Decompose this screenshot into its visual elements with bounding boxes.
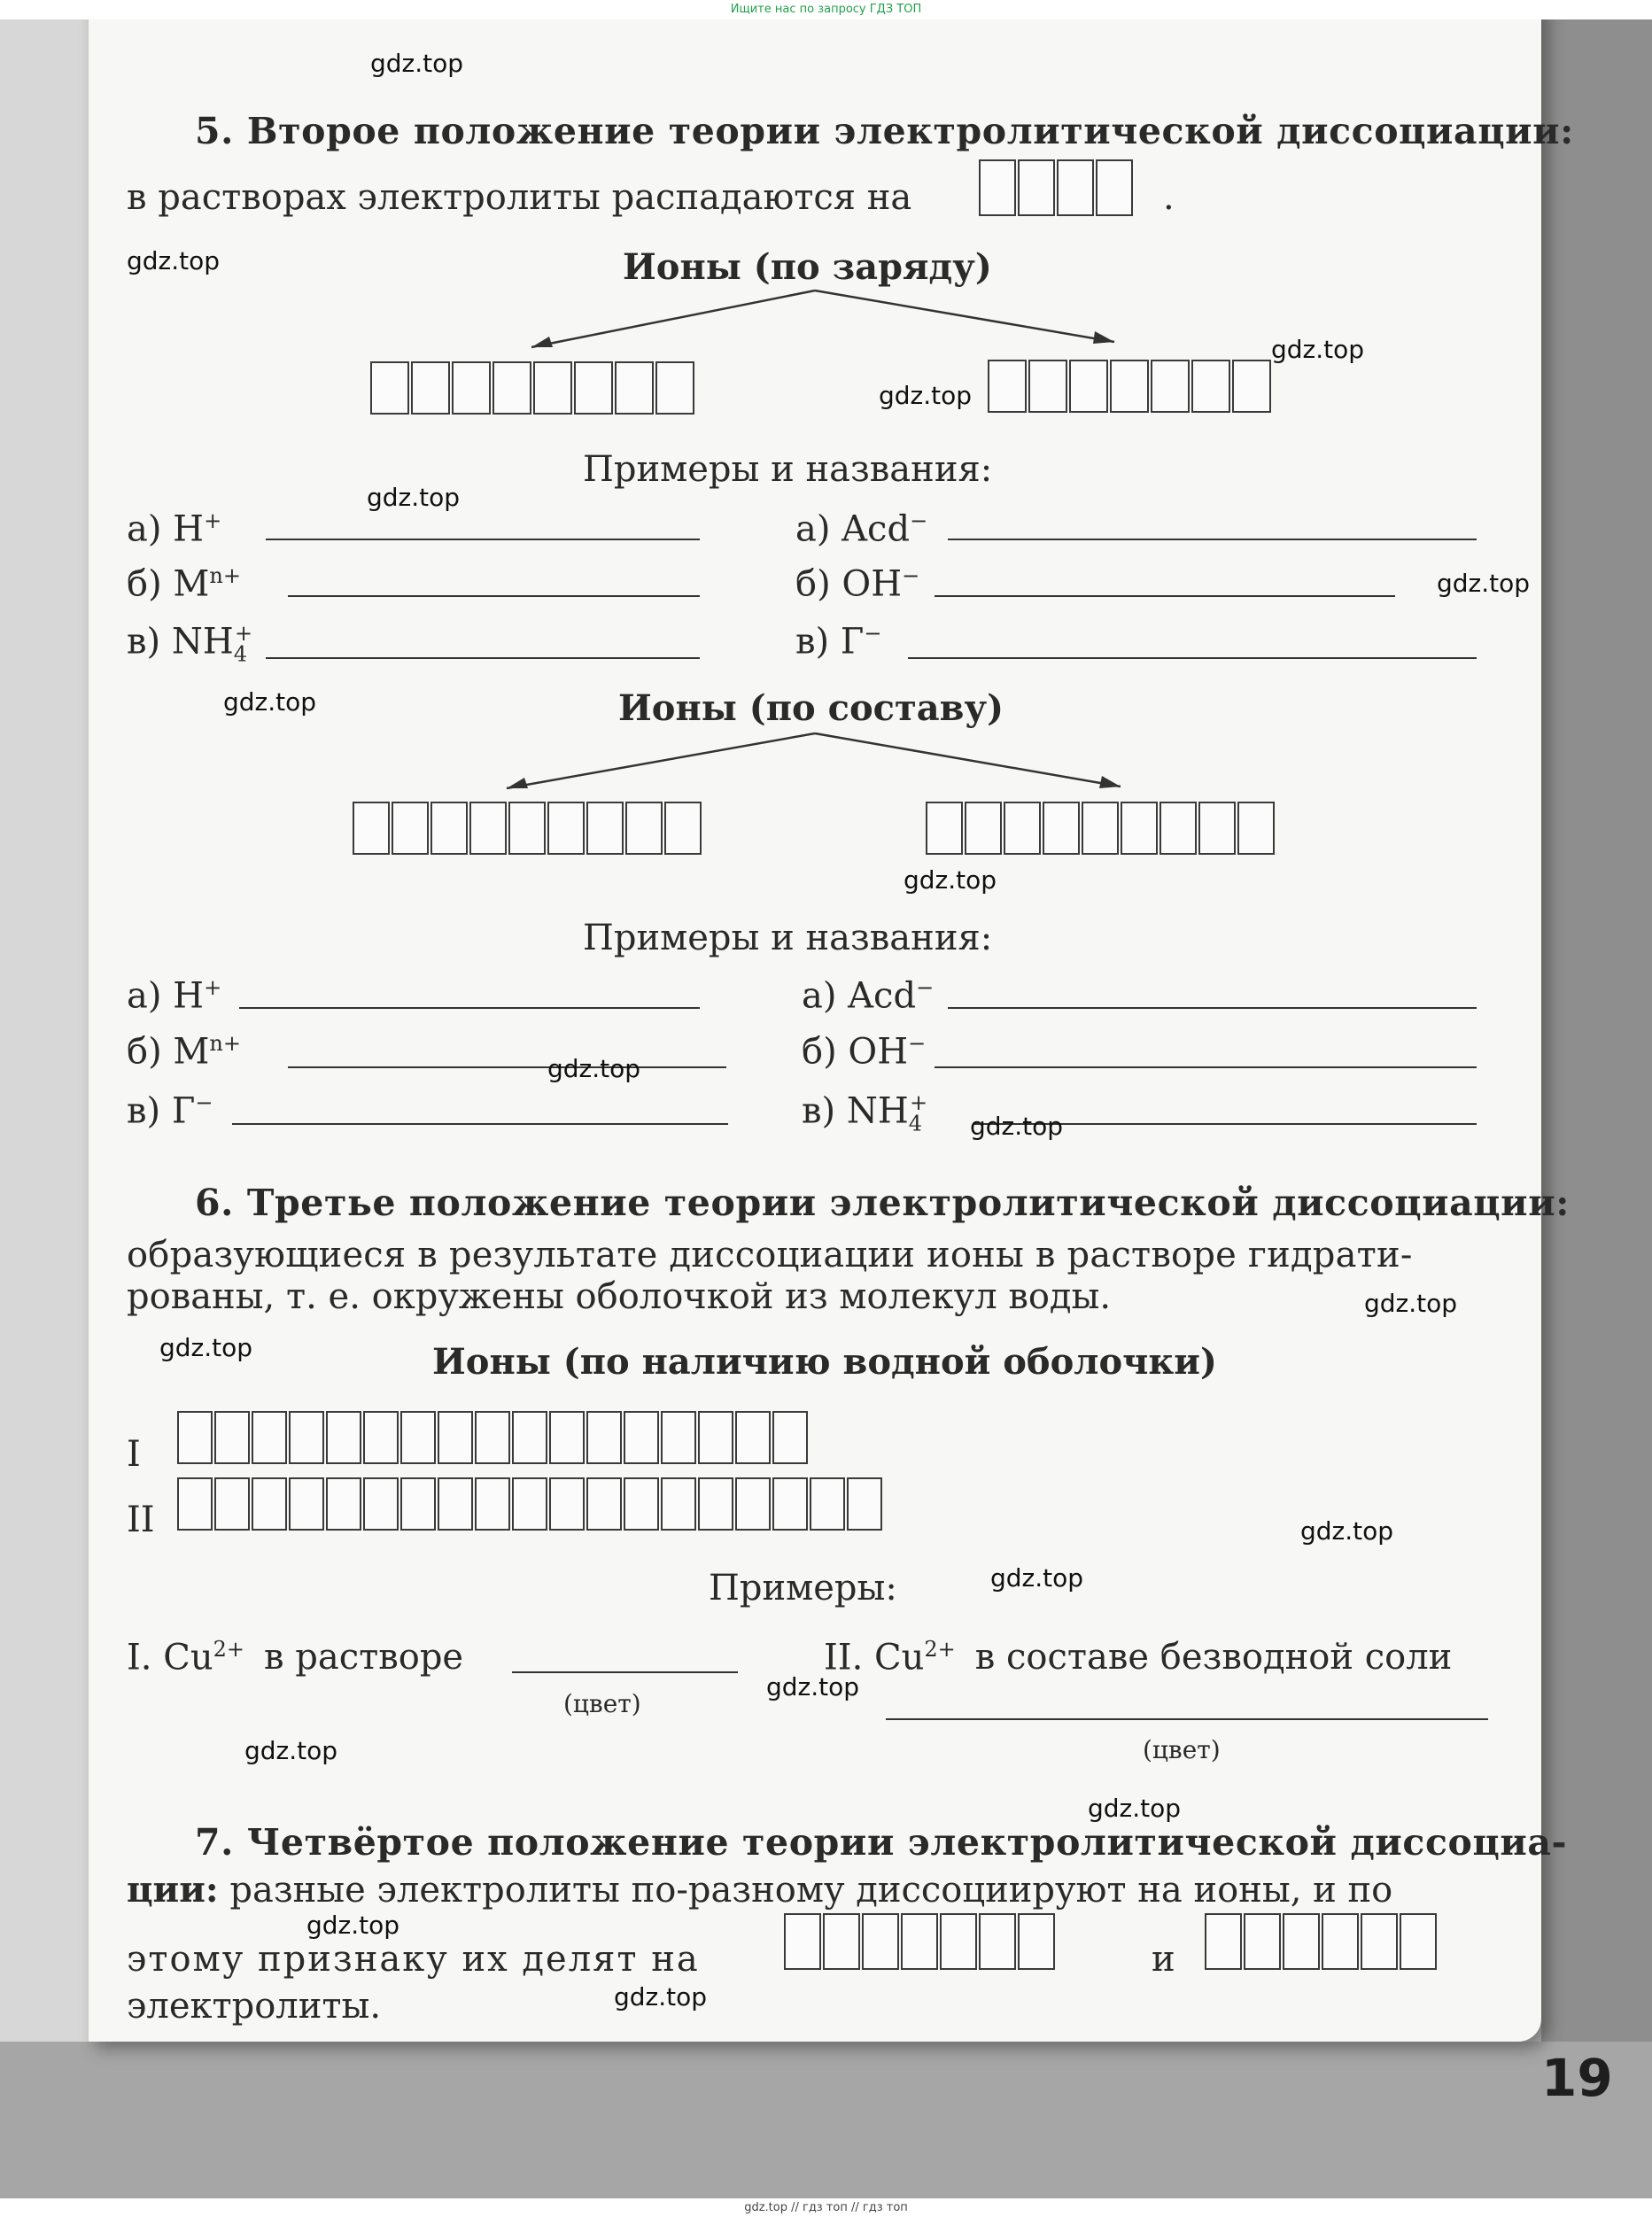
answer-cells-charge-left[interactable] (370, 361, 696, 415)
letter-cell[interactable] (475, 1411, 510, 1464)
letter-cell[interactable] (400, 1411, 436, 1464)
letter-cell[interactable] (475, 1477, 510, 1531)
watermark[interactable]: gdz.top (879, 381, 973, 410)
example1: I. $Cu^{2+}$ в растворе (127, 1637, 464, 1678)
arrow-head-left-icon (531, 337, 553, 347)
charge-ex-v-right: в) Г− (795, 621, 882, 663)
composition-ex-v-left: в) Г− (127, 1090, 213, 1132)
arrow-head-right-icon (1099, 776, 1121, 788)
watermark[interactable]: gdz.top (1088, 1794, 1182, 1823)
letter-cell[interactable] (252, 1477, 287, 1531)
answer-line[interactable] (232, 1123, 728, 1125)
letter-cell[interactable] (862, 1913, 899, 1970)
section7-line4: электролиты. (127, 1986, 382, 2027)
watermark[interactable]: gdz.top (223, 687, 317, 717)
answer-line[interactable] (935, 595, 1395, 597)
watermark[interactable]: gdz.top (159, 1333, 253, 1362)
letter-cell[interactable] (625, 802, 663, 855)
letter-cell[interactable] (661, 1477, 696, 1531)
watermark[interactable]: gdz.top (367, 483, 461, 512)
letter-cell[interactable] (363, 1411, 399, 1464)
letter-cell[interactable] (1322, 1913, 1359, 1970)
charge-ex-b-right: б) OH− (795, 563, 920, 605)
section7-conjunction: и (1152, 1939, 1175, 1980)
letter-cell[interactable] (979, 1913, 1016, 1970)
letter-cell[interactable] (901, 1913, 938, 1970)
watermark[interactable]: gdz.top (1300, 1516, 1394, 1546)
composition-ex-b-right: б) OH− (802, 1031, 927, 1073)
letter-cell[interactable] (512, 1411, 547, 1464)
answer-line[interactable] (288, 1066, 726, 1068)
letter-cell[interactable] (772, 1411, 808, 1464)
letter-cell[interactable] (430, 802, 468, 855)
letter-cell[interactable] (1283, 1913, 1320, 1970)
letter-cell[interactable] (615, 361, 654, 415)
letter-cell[interactable] (363, 1477, 399, 1531)
section5-text: в растворах электролиты распадаются на (127, 177, 912, 218)
answer-line[interactable] (266, 539, 700, 540)
letter-cell[interactable] (326, 1411, 361, 1464)
letter-cell[interactable] (926, 802, 963, 855)
charge-ex-b-left: б) $M^{n+}$ (127, 563, 241, 605)
letter-cell[interactable] (1244, 1913, 1281, 1970)
answer-cells-composition-left[interactable] (353, 802, 703, 855)
watermark[interactable]: gdz.top (306, 1911, 400, 1940)
letter-cell[interactable] (586, 1477, 622, 1531)
letter-cell[interactable] (1232, 360, 1271, 413)
letter-cell[interactable] (177, 1477, 213, 1531)
watermark[interactable]: gdz.top (244, 1736, 338, 1765)
letter-cell[interactable] (289, 1477, 324, 1531)
answer-line[interactable] (948, 1007, 1477, 1009)
section6-text-line1: образующиеся в результате диссоциации ионы в растворе гидрати- (127, 1235, 1413, 1275)
letter-cell[interactable] (965, 802, 1002, 855)
letter-cell[interactable] (1018, 1913, 1055, 1970)
charge-title: Ионы (по заряду) (623, 246, 992, 288)
hydration-title: Ионы (по наличию водной оболочки) (432, 1341, 1217, 1383)
answer-line[interactable] (948, 539, 1477, 540)
composition-title: Ионы (по составу) (618, 687, 1004, 729)
answer-cells-row1[interactable] (177, 1411, 810, 1464)
composition-arrows (496, 726, 1134, 797)
letter-cell[interactable] (411, 361, 450, 415)
letter-cell[interactable] (1069, 360, 1108, 413)
letter-cell[interactable] (735, 1477, 771, 1531)
letter-cell[interactable] (214, 1411, 250, 1464)
letter-cell[interactable] (492, 361, 531, 415)
composition-ex-a-left: а) H+ (127, 975, 222, 1017)
answer-cells-section5[interactable] (979, 159, 1135, 216)
letter-cell[interactable] (1400, 1913, 1437, 1970)
section7-line2: ции: разные электролиты по-разному диссоциируют на ионы, и по (127, 1869, 1393, 1911)
letter-cell[interactable] (655, 361, 694, 415)
section5-heading: 5. Второе положение теории электролитической диссоциации: (195, 110, 1574, 152)
letter-cell[interactable] (664, 802, 702, 855)
letter-cell[interactable] (1004, 802, 1041, 855)
letter-cell[interactable] (735, 1411, 771, 1464)
letter-cell[interactable] (533, 361, 572, 415)
hydration-examples-title: Примеры: (709, 1568, 897, 1608)
letter-cell[interactable] (661, 1411, 696, 1464)
book-gutter (0, 0, 89, 2217)
charge-arrows (523, 283, 1125, 354)
letter-cell[interactable] (698, 1411, 733, 1464)
watermark[interactable]: gdz.top (127, 246, 221, 275)
watermark[interactable]: gdz.top (370, 49, 464, 78)
letter-cell[interactable] (252, 1411, 287, 1464)
watermark[interactable]: gdz.top (614, 1982, 708, 2012)
composition-ex-a-right: а) Acd− (802, 975, 935, 1017)
right-margin (1541, 0, 1652, 2217)
letter-cell[interactable] (784, 1913, 821, 1970)
letter-cell[interactable] (1198, 802, 1236, 855)
letter-cell[interactable] (400, 1477, 436, 1531)
letter-cell[interactable] (586, 802, 624, 855)
arrow-head-left-icon (507, 778, 528, 788)
letter-cell[interactable] (508, 802, 546, 855)
composition-ex-b-left: б) $M^{n+}$ (127, 1031, 241, 1073)
letter-cell[interactable] (1361, 1913, 1398, 1970)
letter-cell[interactable] (438, 1411, 473, 1464)
letter-cell[interactable] (549, 1411, 585, 1464)
letter-cell[interactable] (586, 1411, 622, 1464)
letter-cell[interactable] (1121, 802, 1158, 855)
letter-cell[interactable] (1043, 802, 1080, 855)
letter-cell[interactable] (326, 1477, 361, 1531)
letter-cell[interactable] (1110, 360, 1149, 413)
watermark[interactable]: gdz.top (970, 1112, 1064, 1141)
letter-cell[interactable] (940, 1913, 977, 1970)
answer-line-color-1[interactable] (512, 1671, 738, 1673)
letter-cell[interactable] (353, 802, 390, 855)
letter-cell[interactable] (823, 1913, 860, 1970)
letter-cell[interactable] (370, 361, 409, 415)
answer-cells-charge-right[interactable] (988, 360, 1273, 413)
answer-cells-section7-first[interactable] (784, 1913, 1057, 1970)
page-number: 19 (1541, 2048, 1613, 2108)
letter-cell[interactable] (1028, 360, 1067, 413)
answer-line[interactable] (935, 1066, 1477, 1068)
letter-cell[interactable] (452, 361, 491, 415)
composition-ex-v-right: в) $NH_4^+$ (802, 1090, 928, 1136)
letter-cell[interactable] (1057, 159, 1094, 216)
charge-ex-a-right: а) Acd− (795, 508, 928, 550)
answer-cells-row2[interactable] (177, 1477, 884, 1531)
row1-label: I (127, 1434, 141, 1475)
charge-ex-v-left: в) $NH_4^+$ (127, 621, 253, 667)
letter-cell[interactable] (979, 159, 1016, 216)
watermark[interactable]: gdz.top (766, 1672, 860, 1702)
letter-cell[interactable] (574, 361, 613, 415)
letter-cell[interactable] (624, 1411, 659, 1464)
composition-examples-title: Примеры и названия: (583, 918, 993, 958)
bottom-margin (0, 2042, 1652, 2217)
letter-cell[interactable] (1096, 159, 1133, 216)
letter-cell[interactable] (624, 1477, 659, 1531)
letter-cell[interactable] (1082, 802, 1119, 855)
letter-cell[interactable] (549, 1477, 585, 1531)
watermark[interactable]: gdz.top (1271, 335, 1365, 364)
letter-cell[interactable] (1237, 802, 1275, 855)
charge-ex-a-left: а) H+ (127, 508, 222, 550)
watermark[interactable]: gdz.top (904, 865, 997, 895)
color-caption-2: (цвет) (1143, 1735, 1221, 1764)
letter-cell[interactable] (1160, 802, 1197, 855)
watermark[interactable]: gdz.top (547, 1054, 641, 1083)
section7-heading: 7. Четвёртое положение теории электролитической диссоциа- (195, 1821, 1568, 1864)
watermark[interactable]: gdz.top (1364, 1289, 1458, 1318)
section6-heading: 6. Третье положение теории электролитической диссоциации: (195, 1182, 1570, 1224)
letter-cell[interactable] (810, 1477, 845, 1531)
letter-cell[interactable] (214, 1477, 250, 1531)
letter-cell[interactable] (438, 1477, 473, 1531)
color-caption-1: (цвет) (563, 1689, 641, 1718)
answer-line[interactable] (266, 657, 700, 659)
section7-line3: этому признаку их делят на (127, 1939, 700, 1980)
letter-cell[interactable] (847, 1477, 882, 1531)
bottom-banner[interactable]: gdz.top // гдз топ // гдз топ (0, 2198, 1652, 2217)
answer-line[interactable] (908, 657, 1477, 659)
answer-line-color-2[interactable] (886, 1718, 1488, 1720)
answer-cells-section7-second[interactable] (1205, 1913, 1439, 1970)
arrow-head-right-icon (1093, 331, 1114, 344)
top-banner[interactable]: Ищите нас по запросу ГДЗ ТОП (0, 0, 1652, 19)
charge-examples-title: Примеры и названия: (583, 449, 993, 490)
answer-line[interactable] (288, 595, 700, 597)
answer-line[interactable] (239, 1007, 700, 1009)
letter-cell[interactable] (289, 1411, 324, 1464)
letter-cell[interactable] (177, 1411, 213, 1464)
answer-cells-composition-right[interactable] (926, 802, 1276, 855)
letter-cell[interactable] (512, 1477, 547, 1531)
letter-cell[interactable] (547, 802, 585, 855)
letter-cell[interactable] (772, 1477, 808, 1531)
letter-cell[interactable] (988, 360, 1027, 413)
row2-label: II (127, 1500, 155, 1540)
watermark[interactable]: gdz.top (1437, 569, 1531, 598)
section6-text-line2: рованы, т. е. окружены оболочкой из молекул воды. (127, 1276, 1112, 1317)
letter-cell[interactable] (392, 802, 429, 855)
letter-cell[interactable] (1018, 159, 1055, 216)
letter-cell[interactable] (698, 1477, 733, 1531)
letter-cell[interactable] (1191, 360, 1230, 413)
letter-cell[interactable] (1151, 360, 1190, 413)
section5-period: . (1163, 177, 1175, 218)
letter-cell[interactable] (469, 802, 507, 855)
letter-cell[interactable] (1205, 1913, 1242, 1970)
watermark[interactable]: gdz.top (990, 1563, 1084, 1593)
example2: II. $Cu^{2+}$ в составе безводной соли (824, 1637, 1453, 1678)
